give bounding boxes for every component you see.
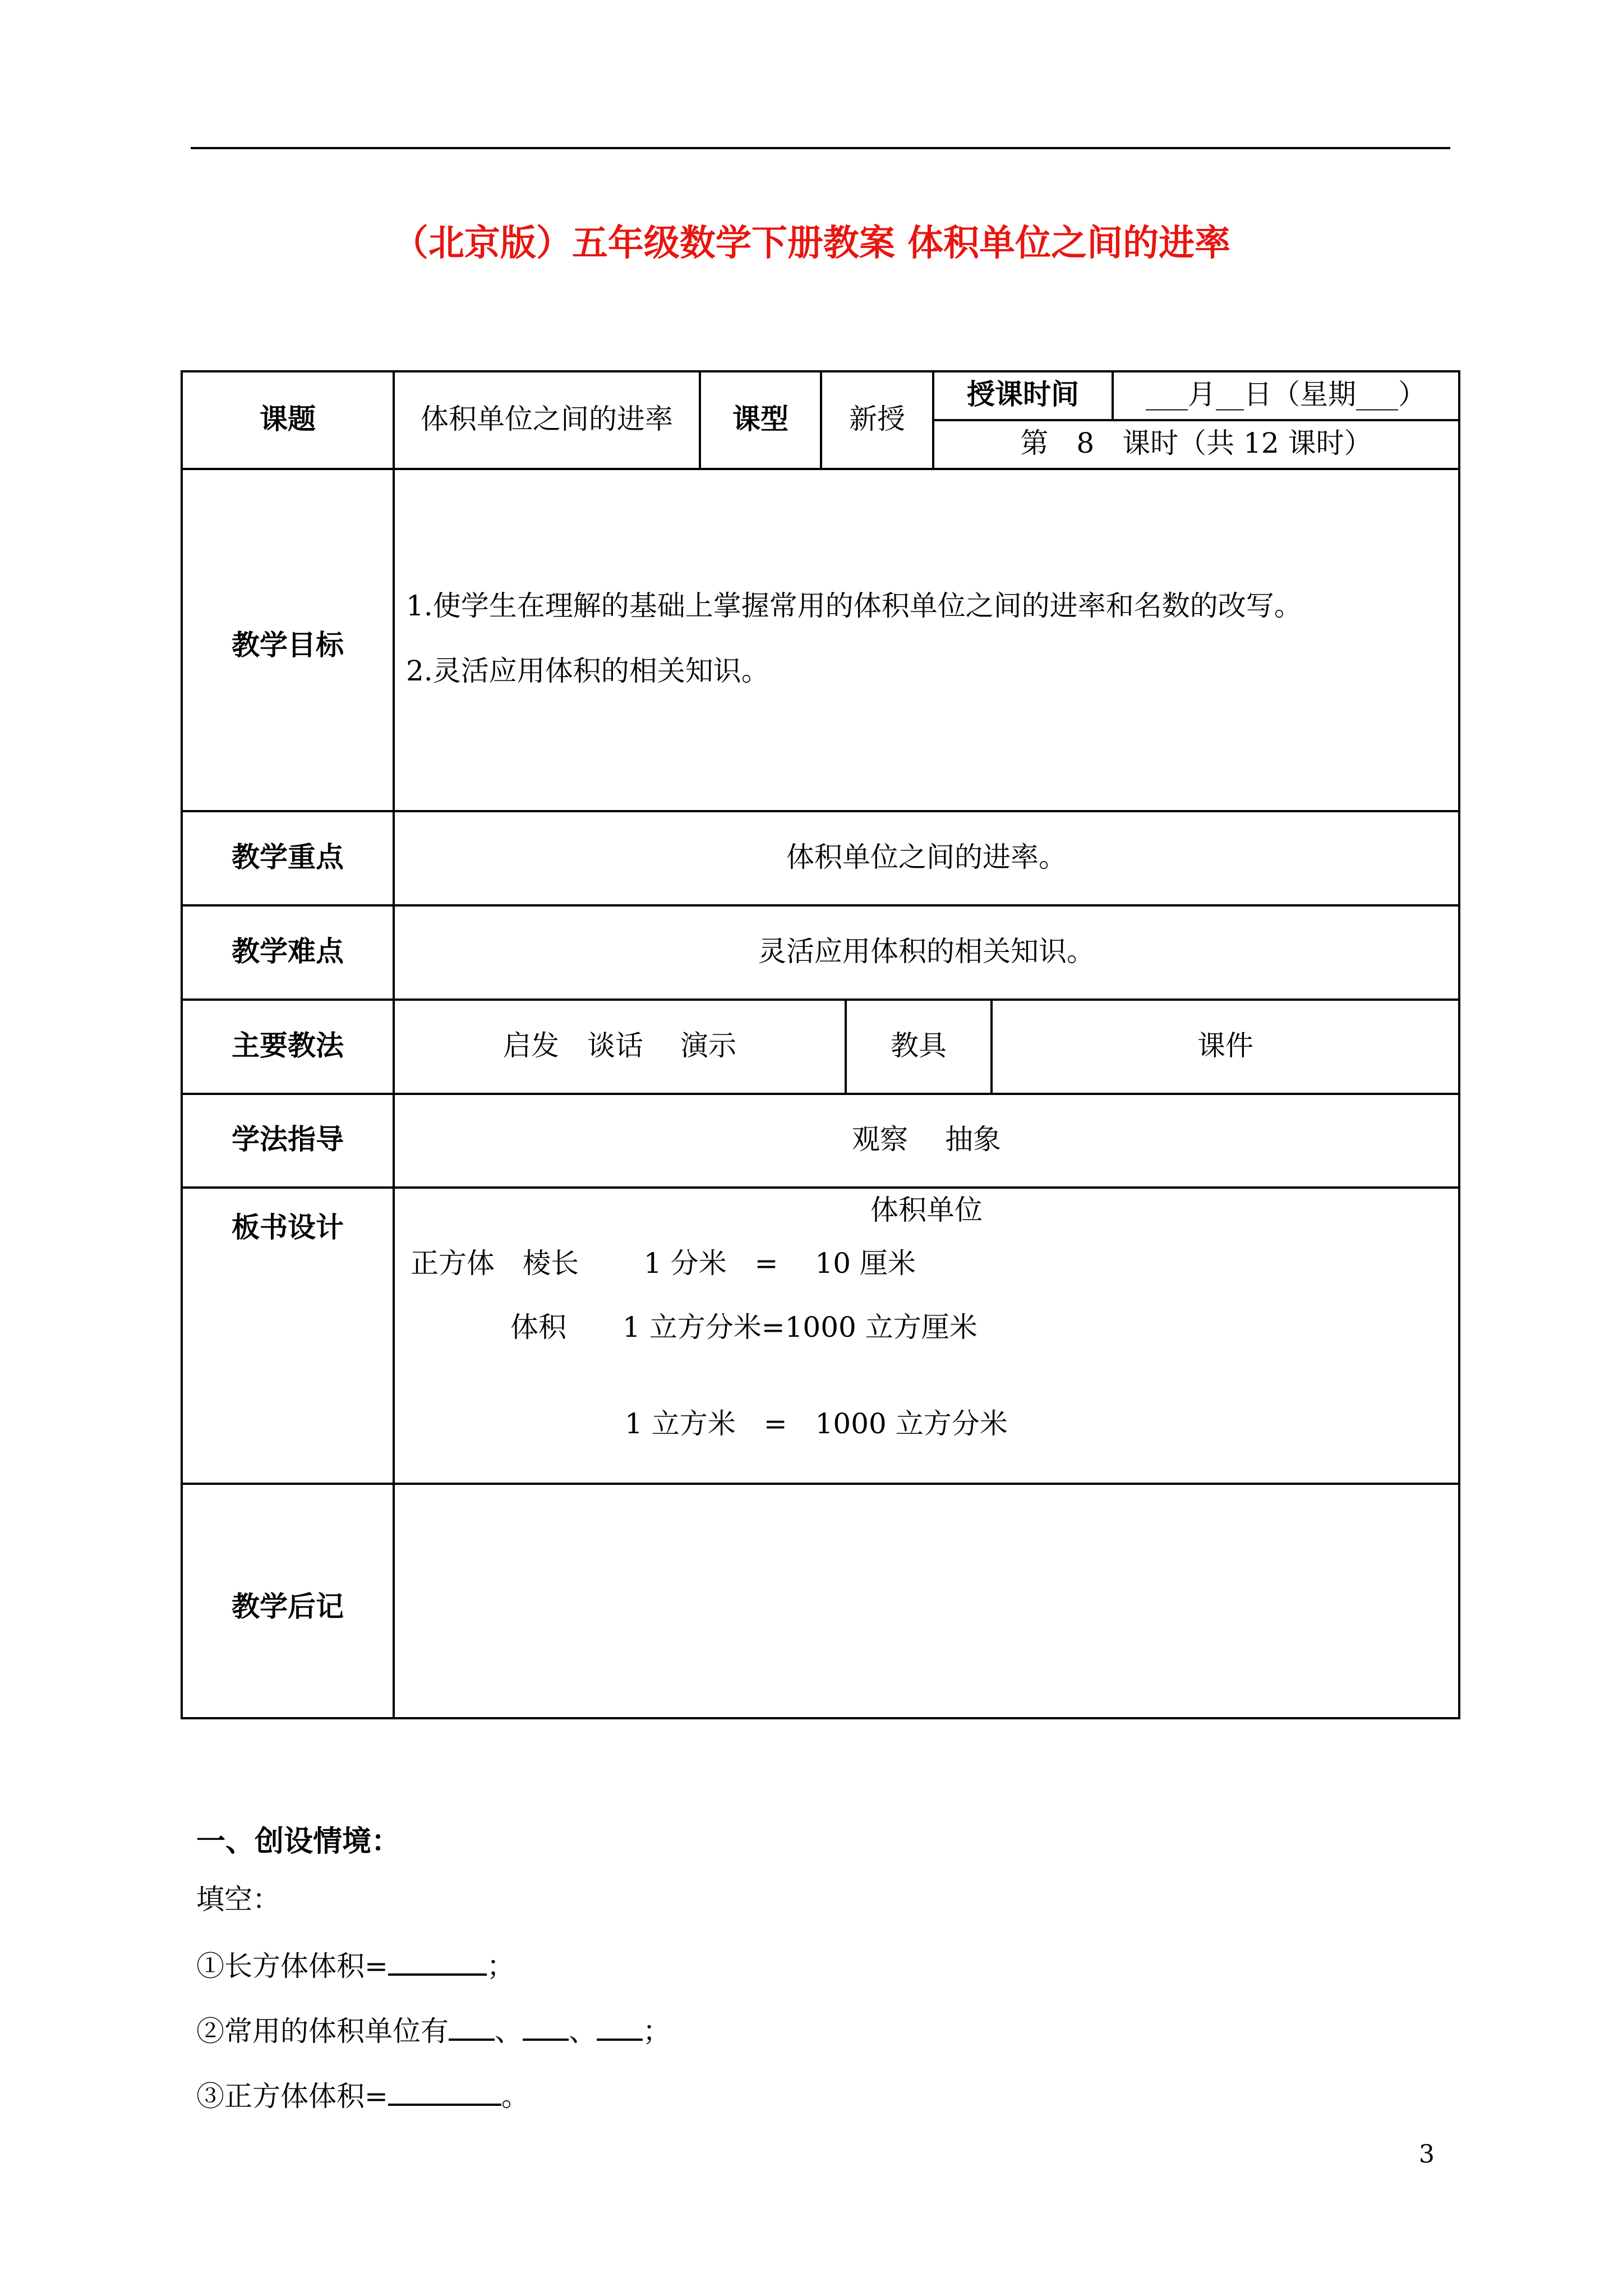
question-text: ②常用的体积单位有 bbox=[196, 2015, 449, 2047]
page-number: 3 bbox=[1419, 2140, 1435, 2169]
table-row-divider bbox=[181, 999, 1460, 1001]
question-text: ③正方体体积= bbox=[196, 2080, 388, 2113]
header-rule bbox=[191, 147, 1450, 149]
objectives-label: 教学目标 bbox=[232, 629, 344, 661]
question-1 bbox=[196, 1949, 515, 1983]
guidance-label: 学法指导 bbox=[232, 1123, 344, 1156]
guidance-value: 观察 抽象 bbox=[852, 1123, 1001, 1156]
objective-item: 1.使学生在理解的基础上掌握常用的体积单位之间的进率和名数的改写。 bbox=[406, 590, 1302, 622]
board-label: 板书设计 bbox=[232, 1211, 344, 1244]
board-line: 正方体 棱长 1 分米 = 10 厘米 bbox=[411, 1247, 916, 1280]
difficulties-value: 灵活应用体积的相关知识。 bbox=[758, 935, 1095, 968]
period-field: 第 8 课时（共 12 课时） bbox=[1020, 427, 1372, 459]
answer-blank[interactable] bbox=[388, 2079, 501, 2106]
table-row-divider bbox=[181, 1093, 1460, 1095]
question-text: ①长方体体积= bbox=[196, 1950, 388, 1982]
answer-blank[interactable] bbox=[388, 1949, 487, 1976]
answer-blank[interactable] bbox=[523, 2014, 569, 2041]
table-row-divider bbox=[181, 1483, 1460, 1485]
board-line: 1 立方米 = 1000 立方分米 bbox=[625, 1407, 1008, 1440]
methods-value: 启发 谈话 演示 bbox=[503, 1029, 736, 1062]
question-punct: ； bbox=[486, 1950, 515, 1982]
page-title: （北京版）五年级数学下册教案 体积单位之间的进率 bbox=[392, 223, 1231, 264]
table-bottom-border bbox=[181, 1717, 1460, 1719]
fill-in-intro: 填空： bbox=[196, 1883, 280, 1916]
table-right-border bbox=[1458, 370, 1460, 1719]
topic-value: 体积单位之间的进率 bbox=[421, 403, 673, 435]
answer-blank[interactable] bbox=[449, 2014, 495, 2041]
question-punct: 、 bbox=[495, 2015, 523, 2047]
reflection-label: 教学后记 bbox=[232, 1590, 344, 1623]
key-points-value: 体积单位之间的进率。 bbox=[786, 841, 1067, 873]
aids-value: 课件 bbox=[1197, 1029, 1253, 1062]
objective-item: 2.灵活应用体积的相关知识。 bbox=[406, 655, 769, 687]
question-punct: 。 bbox=[501, 2080, 529, 2113]
date-field: ___月__日（星期___） bbox=[1146, 378, 1426, 411]
table-inner-rule bbox=[932, 419, 1460, 421]
time-label: 授课时间 bbox=[967, 378, 1079, 411]
question-2 bbox=[196, 2014, 671, 2048]
question-3 bbox=[196, 2079, 529, 2113]
key-points-label: 教学重点 bbox=[232, 841, 344, 873]
difficulties-label: 教学难点 bbox=[232, 935, 344, 968]
type-value: 新授 bbox=[849, 403, 905, 435]
board-heading: 体积单位 bbox=[870, 1194, 983, 1226]
section-heading: 一、创设情境： bbox=[196, 1825, 401, 1858]
aids-label: 教具 bbox=[891, 1029, 947, 1062]
question-punct: ； bbox=[643, 2015, 671, 2047]
board-line: 体积 1 立方分米=1000 立方厘米 bbox=[510, 1311, 978, 1343]
methods-label: 主要教法 bbox=[232, 1029, 344, 1062]
table-row-divider bbox=[181, 1186, 1460, 1189]
table-row-divider bbox=[181, 810, 1460, 812]
topic-label: 课题 bbox=[260, 403, 316, 435]
type-label: 课型 bbox=[732, 403, 789, 435]
answer-blank[interactable] bbox=[597, 2014, 643, 2041]
table-row-divider bbox=[181, 904, 1460, 907]
question-punct: 、 bbox=[569, 2015, 597, 2047]
